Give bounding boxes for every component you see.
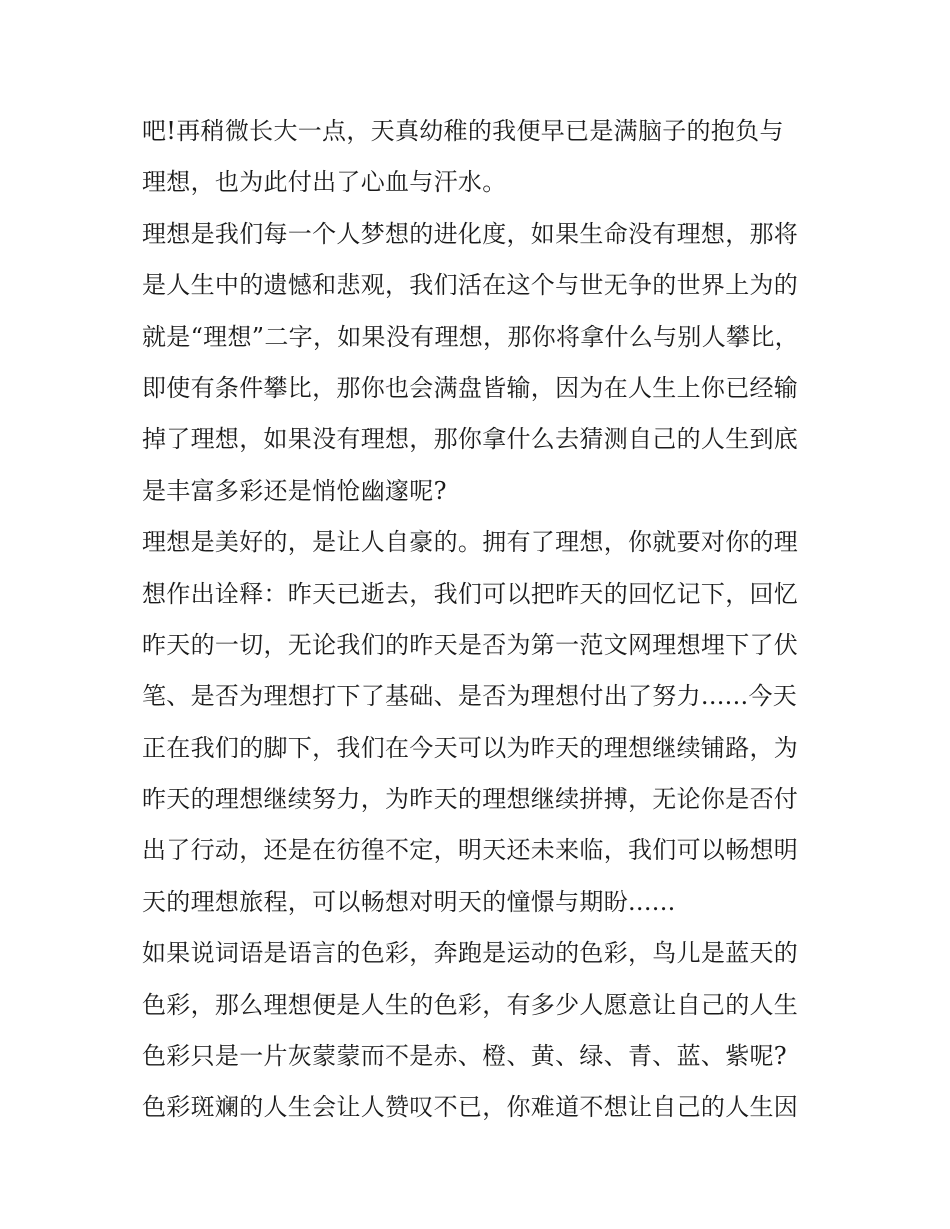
text-line: 理想是我们每一个人梦想的进化度，如果生命没有理想，那将	[142, 219, 799, 248]
text-line: 正在我们的脚下，我们在今天可以为昨天的理想继续铺路，为	[142, 733, 799, 762]
text-line: 色彩，那么理想便是人生的色彩，有多少人愿意让自己的人生	[142, 990, 799, 1019]
text-line: 笔、是否为理想打下了基础、是否为理想付出了努力......今天	[142, 682, 798, 711]
text-line: 理想是美好的，是让人自豪的。拥有了理想，你就要对你的理	[142, 528, 799, 557]
text-line: 想作出诠释：昨天已逝去，我们可以把昨天的回忆记下，回忆	[142, 579, 799, 608]
text-line: 出了行动，还是在彷徨不定，明天还未来临，我们可以畅想明	[142, 836, 799, 865]
text-line: 如果说词语是语言的色彩，奔跑是运动的色彩，鸟儿是蓝天的	[142, 939, 799, 968]
text-line: 是丰富多彩还是悄怆幽邃呢?	[142, 476, 447, 505]
text-line: 就是“理想”二字，如果没有理想，那你将拿什么与别人攀比，	[142, 322, 799, 351]
text-line: 掉了理想，如果没有理想，那你拿什么去猜测自己的人生到底	[142, 425, 799, 454]
text-line: 色彩斑斓的人生会让人赞叹不已，你难道不想让自己的人生因	[142, 1093, 799, 1122]
body-text	[142, 106, 822, 1134]
text-line: 色彩只是一片灰蒙蒙而不是赤、橙、黄、绿、青、蓝、紫呢?	[142, 1042, 787, 1071]
text-line: 理想，也为此付出了心血与汗水。	[142, 168, 507, 197]
text-line: 是人生中的遗憾和悲观，我们活在这个与世无争的世界上为的	[142, 271, 799, 300]
text-line: 昨天的理想继续努力，为昨天的理想继续拼搏，无论你是否付	[142, 785, 799, 814]
text-line: 昨天的一切，无论我们的昨天是否为第一范文网理想埋下了伏	[142, 630, 799, 659]
text-line: 吧!再稍微长大一点，天真幼稚的我便早已是满脑子的抱负与	[142, 117, 784, 145]
text-line: 即使有条件攀比，那你也会满盘皆输，因为在人生上你已经输	[142, 373, 799, 402]
text-line: 天的理想旅程，可以畅想对明天的憧憬与期盼......	[142, 887, 676, 916]
